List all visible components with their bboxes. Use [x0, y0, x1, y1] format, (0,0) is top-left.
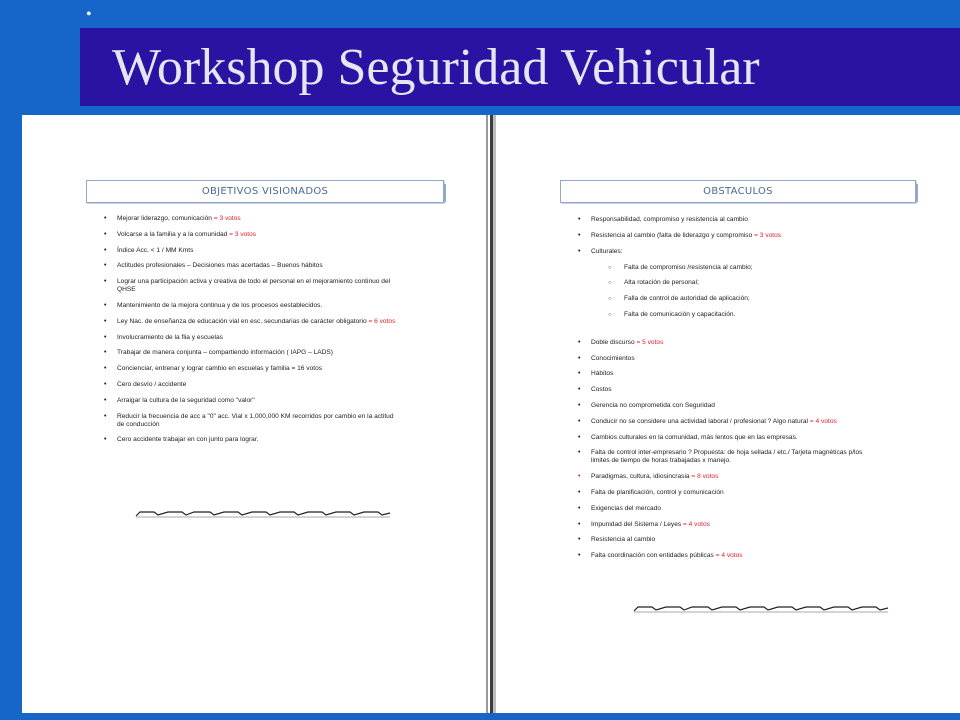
vote-count: = 3 votos [229, 230, 257, 238]
vote-count: = 4 votos [715, 552, 743, 560]
item-text: Doble discurso [591, 338, 637, 346]
item-text: Hábitos [591, 370, 614, 378]
list-item [100, 215, 445, 223]
item-text: Culturales: [591, 247, 623, 255]
slide-bullet: • [86, 6, 92, 23]
item-text: Resistencia al cambio (falta de liderazgo y compromiso [591, 231, 755, 239]
objectives-header: OBJETIVOS VISIONADOS [86, 180, 444, 203]
list-item [574, 552, 934, 560]
list-item [100, 278, 445, 294]
item-text: Reducir la frecuencia de acc a "0" acc. Vial x 1,000,000 KM recorridos por cambio en la actitud [117, 412, 394, 420]
signature-line-left [134, 510, 392, 518]
list-item [574, 402, 934, 410]
item-text: Falta de planificación, control y comunicación [591, 488, 724, 496]
vote-count: = 3 votos [754, 231, 782, 239]
item-text-continued: QHSE [117, 286, 136, 294]
sub-list-item: ○ Falla de control de autoridad de aplicación; [591, 295, 934, 303]
list-item [574, 449, 934, 465]
list-item [100, 413, 445, 429]
list-item [100, 231, 445, 239]
item-text: Responsabilidad, compromiso y resistencia al cambio [591, 216, 748, 223]
list-spacer [574, 327, 934, 339]
item-text: Impunidad del Sistema / Leyes [591, 520, 683, 528]
list-item [100, 436, 445, 444]
list-item [100, 365, 445, 373]
vote-count: = 4 votos [809, 417, 837, 425]
item-text: Volcarse a la familia y a la comunidad [117, 230, 230, 238]
list-item [100, 247, 445, 255]
item-text: Conocimientos [591, 354, 635, 362]
list-item [574, 505, 934, 513]
title-bar [80, 28, 960, 106]
item-text-continued: de conducción [117, 420, 160, 428]
list-item [574, 355, 934, 363]
list-item [574, 339, 934, 347]
right-page [496, 115, 960, 713]
item-text: Falta de control inter-empresario ? Propuesta: de hoja sellada / etc./ Tarjeta magnéticas p/los [591, 449, 863, 457]
list-item [100, 397, 445, 405]
vote-count: = 8 votos [691, 473, 719, 481]
vote-count: = 5 votos [636, 338, 664, 346]
item-text: Ley Nac. de enseñanza de educación vial en esc. secundarias de carácter obligatorio [117, 317, 369, 325]
item-text: Mejorar liderazgo, comunicación [117, 215, 214, 222]
list-item [100, 262, 445, 270]
item-text: Trabajar de manera conjunta – compartiendo información ( IAPG – LADS) [117, 349, 333, 357]
list-item [574, 386, 934, 394]
list-item [574, 248, 934, 319]
item-text: Mantenimiento de la mejora continua y de los procesos eestablecidos. [117, 301, 323, 309]
list-item [100, 318, 445, 326]
vote-count: = 6 votos [368, 317, 396, 325]
item-text: Conducir no se considere una actividad laboral / profesional ? Algo natural [591, 417, 810, 425]
item-text: Gerencia no comprometida con Seguridad [591, 401, 715, 409]
item-text: Exigencias del mercado [591, 504, 662, 512]
list-item [574, 521, 934, 529]
list-item [574, 473, 934, 481]
item-text: Actitudes profesionales – Decisiones mas acertadas – Buenos hábitos [117, 262, 323, 270]
sub-list-item: ○ Falta de comunicación y capacitación. [591, 311, 934, 319]
list-item [100, 349, 445, 357]
vote-count: = 4 votos [683, 520, 710, 528]
slide-title: Workshop Seguridad Vehicular [112, 39, 760, 96]
item-text: Costos [591, 386, 612, 394]
item-text: Concienciar, entrenar y lograr cambio en escuelas y familia = 16 votos [117, 365, 323, 373]
left-page [22, 115, 486, 713]
list-item [100, 381, 445, 389]
sub-list-item: ○ Falta de compromiso /resistencia al cambio; [591, 264, 934, 272]
item-text: Resistencia al cambio [591, 536, 656, 544]
list-item [100, 302, 445, 310]
list-item [574, 536, 934, 544]
obstacles-header: OBSTACULOS [560, 180, 916, 203]
objectives-list [100, 215, 445, 452]
list-item [574, 370, 934, 378]
list-item [574, 434, 934, 442]
item-text: Arraigar la cultura de la seguridad como "valor" [117, 396, 255, 404]
list-item [574, 489, 934, 497]
list-item [574, 216, 934, 224]
item-text: Cero accidente trabajar en con junto para lograr. [117, 436, 259, 444]
sub-list [591, 264, 934, 319]
item-text: Lograr una participación activa y creativa de todo el personal en el mejoramiento continuo del [117, 278, 391, 286]
vote-count: = 3 votos [213, 215, 241, 222]
item-text: Paradigmas, cultura, idiosincrasia [591, 473, 692, 481]
page-divider [486, 115, 496, 713]
list-item [574, 418, 934, 426]
signature-line-right [632, 605, 890, 613]
item-text-continued: limites de tiempo de horas trabajadas x manejo. [591, 457, 732, 465]
list-item [574, 232, 934, 240]
item-text: Falta coordinación con entidades públicas [591, 552, 716, 560]
document-image [22, 115, 960, 713]
item-text: Cero desvío / accidente [117, 380, 187, 388]
obstacles-list [574, 216, 934, 568]
sub-list-item: ○ Alta rotación de personal; [591, 279, 934, 287]
list-item [100, 334, 445, 342]
item-text: Cambios culturales en la comunidad, más lentos que en las empresas. [591, 433, 798, 441]
item-text: Involucramiento de la flia y escuelas [117, 333, 223, 341]
item-text: Índice Acc. < 1 / MM Kmts [117, 246, 194, 254]
